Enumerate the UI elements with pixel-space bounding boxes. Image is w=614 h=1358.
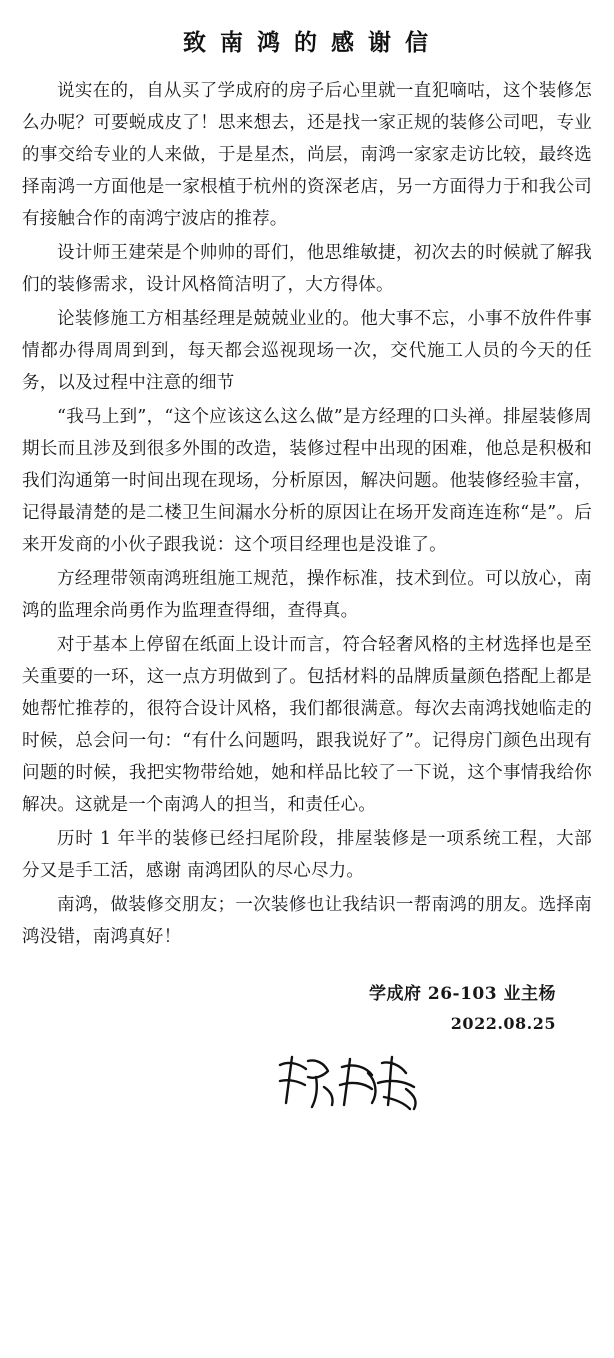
signature-block xyxy=(22,979,592,1039)
page-title: 致 南 鸿 的 感 谢 信 xyxy=(182,29,432,56)
paragraph: 南鸿，做装修交朋友；一次装修也让我结识一帮南鸿的朋友。选择南鸿没错，南鸿真好！ xyxy=(22,895,592,947)
paragraph: 论装修施工方相基经理是兢兢业业的。他大事不忘，小事不放件件事情都办得周周到到，每天都会巡视现场一次，交代施工人员的今天的任务，以及过程中注意的细节 xyxy=(22,309,592,393)
paragraph: 方经理带领南鸿班组施工规范，操作标准，技术到位。可以放心，南鸿的监理余尚勇作为监理查得细，查得真。 xyxy=(22,569,592,621)
letter-body xyxy=(22,75,592,953)
paragraph: “我马上到”，“这个应该这么这么做”是方经理的口头禅。排屋装修周期长而且涉及到很多外围的改造，装修过程中出现的困难，他总是积极和我们沟通第一时间出现在现场，分析原因，解决问题。他装修经验丰富，记得最清楚的是二楼卫生间漏水分析的原因让在场开发商连连称“是”。后来开发商的小伙子跟我说：这个项目经理也是没谁了。 xyxy=(22,407,592,555)
paragraph: 对于基本上停留在纸面上设计而言，符合轻奢风格的主材选择也是至关重要的一环，这一点方玥做到了。包括材料的品牌质量颜色搭配上都是她帮忙推荐的，很符合设计风格，我们都很满意。每次去南鸿找她临走的时候，总会问一句：“有什么问题吗，跟我说好了”。记得房门颜色出现有问题的时候，我把实物带给她，她和样品比较了一下说，这个事情我给你解决。这就是一个南鸿人的担当，和责任心。 xyxy=(22,635,592,815)
handwritten-signature-text xyxy=(22,1047,23,1048)
paragraph: 历时 1 年半的装修已经扫尾阶段，排屋装修是一项系统工程，大部分又是手工活，感谢 南鸿团队的尽心尽力。 xyxy=(22,829,592,881)
handwritten-signature xyxy=(22,1047,592,1117)
signature-date: 2022.08.25 xyxy=(450,1014,556,1033)
signature-author: 学成府 26-103 业主杨 xyxy=(368,984,556,1004)
paragraph: 设计师王建荣是个帅帅的哥们，他思维敏捷，初次去的时候就了解我们的装修需求，设计风格简洁明了，大方得体。 xyxy=(22,243,592,295)
paragraph: 说实在的，自从买了学成府的房子后心里就一直犯嘀咕，这个装修怎么办呢？可要蜕成皮了！思来想去，还是找一家正规的装修公司吧，专业的事交给专业的人来做，于是星杰，尚层，南鸿一家家走访比较，最终选择南鸿一方面他是一家根植于杭州的资深老店，另一方面得力于和我公司有接触合作的南鸿宁波店的推荐。 xyxy=(22,81,592,229)
